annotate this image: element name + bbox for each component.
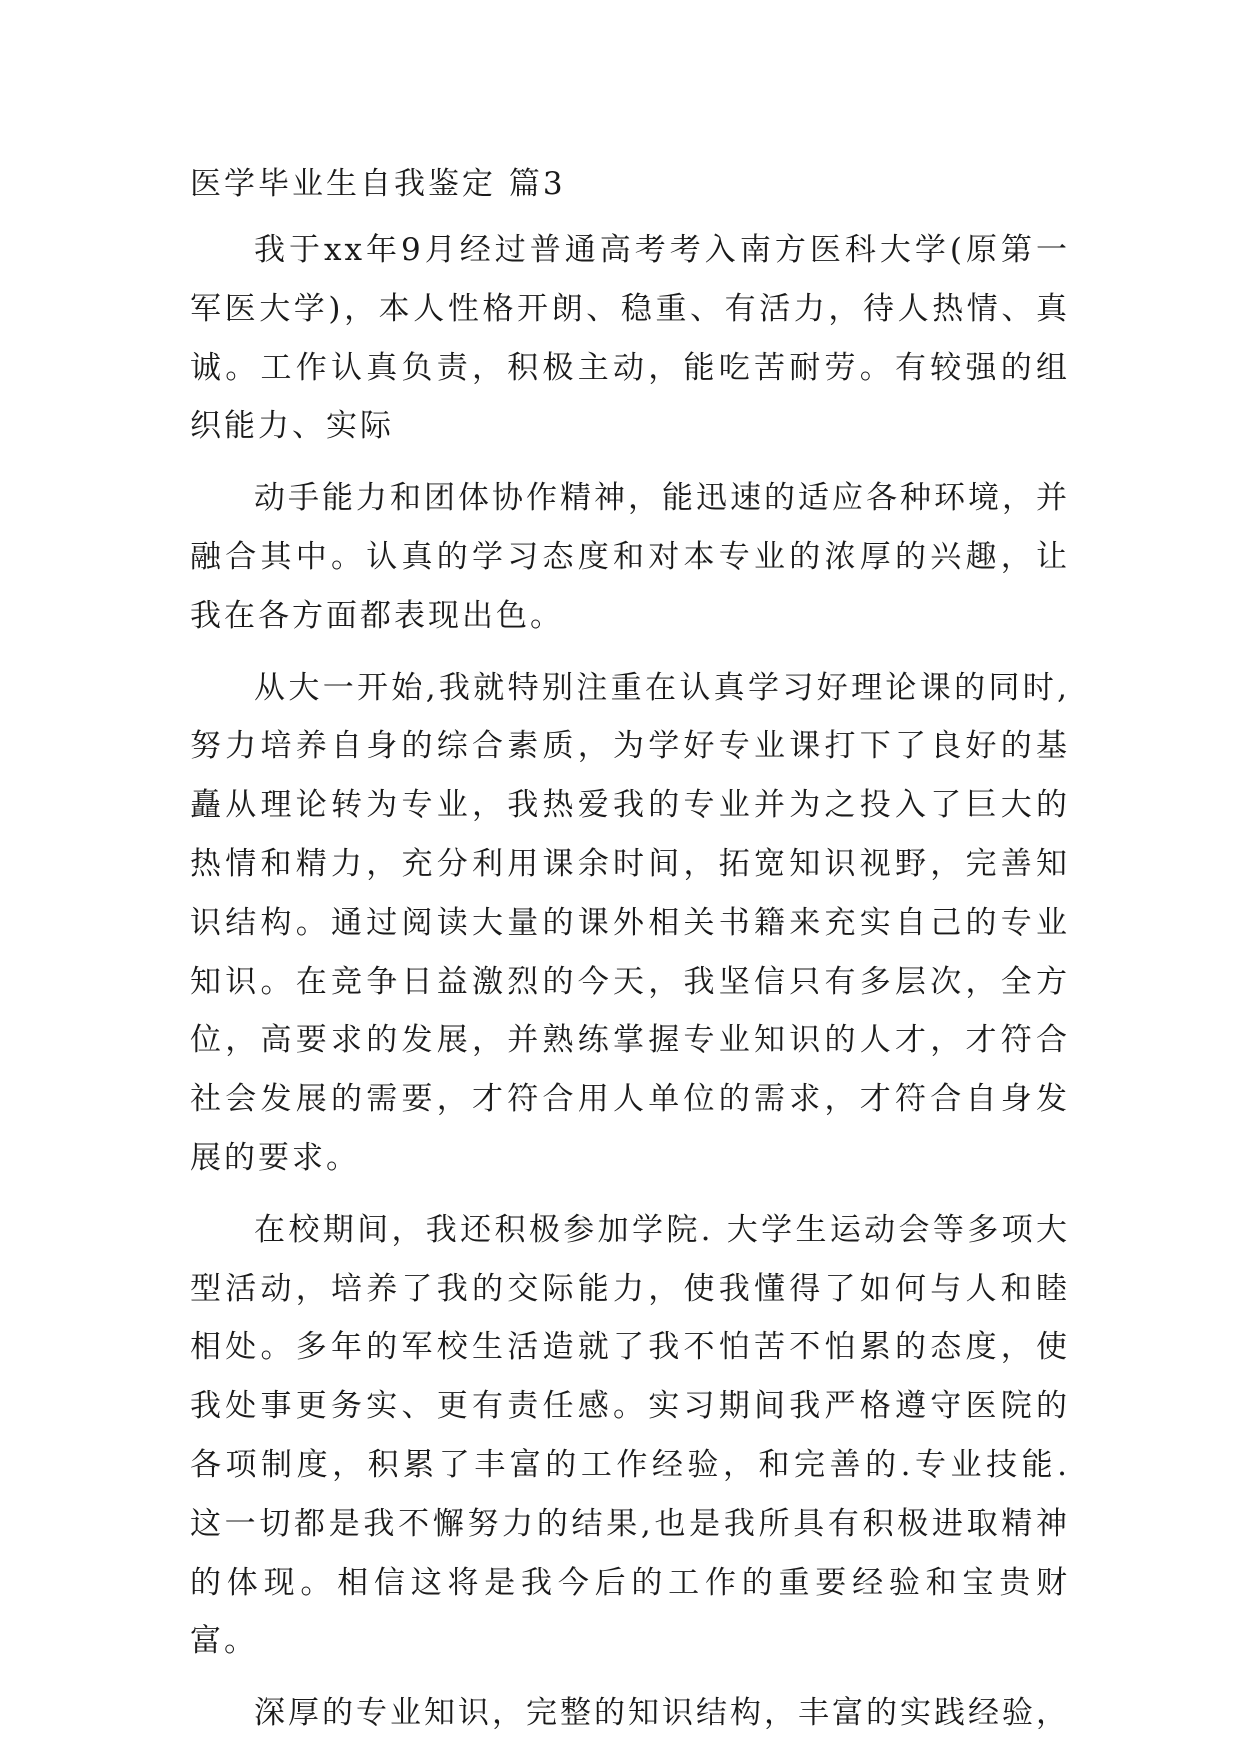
paragraph-2: 动手能力和团体协作精神，能迅速的适应各种环境，并融合其中。认真的学习态度和对本专业的浓厚的兴趣，让我在各方面都表现出色。 [190,480,1070,634]
paragraph-3: 从大一开始,我就特别注重在认真学习好理论课的同时,努力培养自身的综合素质，为学好专业课打下了良好的基矗从理论转为专业，我热爱我的专业并为之投入了巨大的热情和精力，充分利用课余时间，拓宽知识视野，完善知识结构。通过阅读大量的课外相关书籍来充实自己的专业知识。在竞争日益激烈的今天，我坚信只有多层次，全方位，高要求的发展，并熟练掌握专业知识的人才，才符合社会发展的需要，才符合用人单位的需求，才符合自身发展的要求。 [190,669,1070,1176]
paragraph-4: 在校期间，我还积极参加学院. 大学生运动会等多项大型活动，培养了我的交际能力，使我懂得了如何与人和睦相处。多年的军校生活造就了我不怕苦不怕累的态度，使我处事更务实、更有责任感。实习期间我严格遵守医院的各项制度，积累了丰富的工作经验，和完善的.专业技能. 这一切都是我不懈努力的结果,也是我所具有积极进取精神的体现。相信这将是我今后的工作的重要经验和宝贵财富。 [190,1211,1070,1660]
document-title: 医学毕业生自我鉴定 篇3 [190,166,566,202]
paragraph-1: 我于xx年9月经过普通高考考入南方医科大学(原第一军医大学)，本人性格开朗、稳重、有活力，待人热情、真诚。工作认真负责，积极主动，能吃苦耐劳。有较强的组织能力、实际 [190,232,1070,445]
paragraph-5: 深厚的专业知识，完整的知识结构，丰富的实践经验， [254,1695,1070,1732]
document-body [190,162,1070,1756]
